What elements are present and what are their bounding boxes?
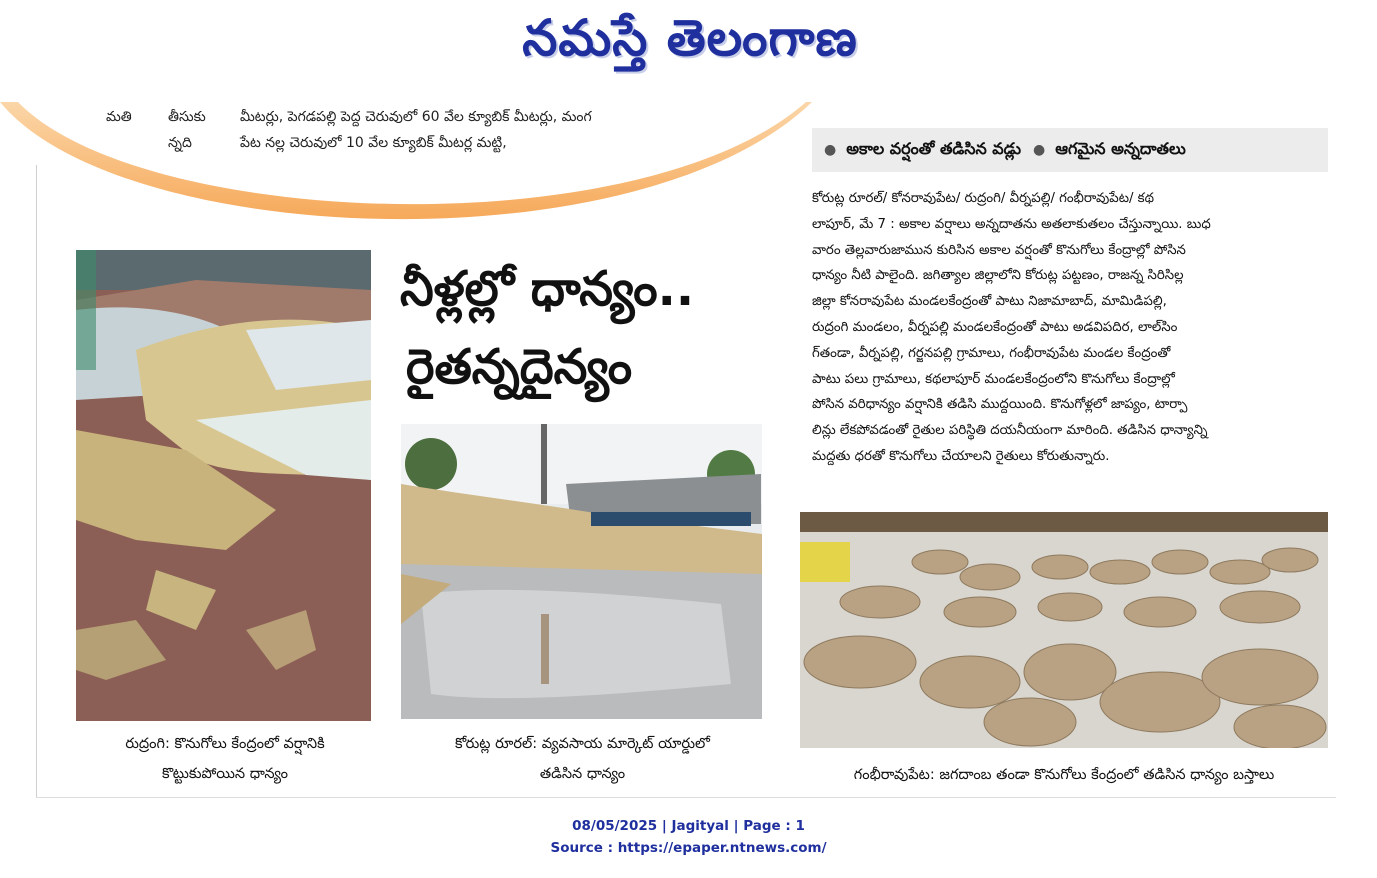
photo-rudrangi [76, 250, 371, 721]
article-tagline [812, 128, 1328, 172]
article-line: గ్‌తండా, వీర్నపల్లి, గర్జనపల్లి గ్రామాలు, గంభీరావుపేట మండల కేంద్రంతో [812, 345, 1171, 361]
tagline-item: అకాల వర్షంతో తడిసిన వడ్లు [846, 138, 1022, 158]
footer-date-line: 08/05/2025 | Jagityal | Page : 1 [572, 818, 805, 834]
snippet-line: తీసుకు [168, 109, 206, 125]
footer-source-link[interactable]: Source : https://epaper.ntnews.com/ [550, 840, 827, 856]
article-line: లాపూర్, మే 7 : అకాల వర్షాలు అన్నదాతను అతలాకుతలం చేస్తున్నాయి. బుధ [812, 216, 1211, 232]
article-line: మద్దతు ధరతో కొనుగోలు చేయాలని రైతులు కోరుతున్నారు. [812, 448, 1110, 464]
snippet-col2 [168, 104, 206, 156]
caption-photo1 [70, 729, 380, 789]
caption-line: రుద్రంగి: కొనుగోలు కేంద్రంలో వర్షానికి [125, 736, 325, 752]
snippet-col3 [240, 104, 592, 156]
snippet-line: మతి [106, 109, 132, 125]
caption-line: కొట్టుకుపోయిన ధాన్యం [161, 766, 289, 782]
headline-line2: రైతన్నదైన్యం [406, 339, 633, 395]
footer-divider [36, 797, 1336, 798]
caption-line: తడిసిన ధాన్యం [539, 766, 626, 782]
snippet-line: న్నది [168, 135, 192, 151]
snippet-line: మీటర్లు, పెగడపల్లి పెద్ద చెరువులో 60 వేల క్యూబిక్ మీటర్లు, మంగ [240, 109, 592, 125]
column-divider [36, 165, 37, 797]
article-line: ధాన్యం నీటి పాలైంది. జగిత్యాల జిల్లాలోని కోరుట్ల పట్టణం, రాజన్న సిరిసిల్ల [812, 268, 1184, 284]
caption-line: కోరుట్ల రూరల్: వ్యవసాయ మార్కెట్ యార్డులో [455, 736, 710, 752]
bullet-icon: ● [824, 142, 837, 158]
photo-gambhiraopet-bags [800, 512, 1328, 748]
tagline-item: ఆగమైన అన్నదాతలు [1055, 138, 1186, 158]
photo-korutla-market [401, 424, 762, 719]
headline-line1: నీళ్లల్లో ధాన్యం.. [400, 261, 695, 317]
bullet-icon: ● [1033, 142, 1046, 158]
snippet-col1 [106, 104, 132, 130]
article-line: పాటు పలు గ్రామాలు, కథలాపూర్ మండలకేంద్రంలోని కొనుగోలు కేంద్రాల్లో [812, 371, 1175, 387]
snippet-line: పేట నల్ల చెరువులో 10 వేల క్యూబిక్ మీటర్ల మట్టి, [240, 135, 507, 151]
article-line: కోరుట్ల రూరల్/ కోనరావుపేట/ రుద్రంగి/ వీర్నపల్లి/ గంభీరావుపేట/ కథ [812, 191, 1154, 206]
article-line: పోసిన వరిధాన్యం వర్షానికి తడిసి ముద్దయింది. కొనుగోళ్లలో జాప్యం, టార్పా [812, 397, 1188, 413]
article-line: రుద్రంగి మండలం, వీర్నపల్లి మండలకేంద్రంతో పాటు అడవిపదిర, లాల్‌సిం [812, 319, 1178, 335]
caption-photo2 [395, 729, 770, 789]
article-line: జిల్లా కోనరావుపేట మండలకేంద్రంతో పాటు నిజామాబాద్, మామిడిపల్లి, [812, 294, 1167, 310]
caption-photo3: గంభీరావుపేట: జగదాంబ తండా కొనుగోలు కేంద్రంలో తడిసిన ధాన్యం బస్తాలు [853, 767, 1275, 783]
headline [400, 250, 780, 406]
masthead-logo: నమస్తే తెలంగాణ [522, 8, 858, 67]
article-line: వారం తెల్లవారుజామున కురిసిన అకాల వర్షంతో కొనుగోలు కేంద్రాల్లో పోసిన [812, 242, 1186, 258]
article-body [812, 186, 1330, 470]
article-line: లిన్లు లేకపోవడంతో రైతుల పరిస్థితి దయనీయంగా మారింది. తడిసిన ధాన్యాన్ని [812, 423, 1208, 439]
